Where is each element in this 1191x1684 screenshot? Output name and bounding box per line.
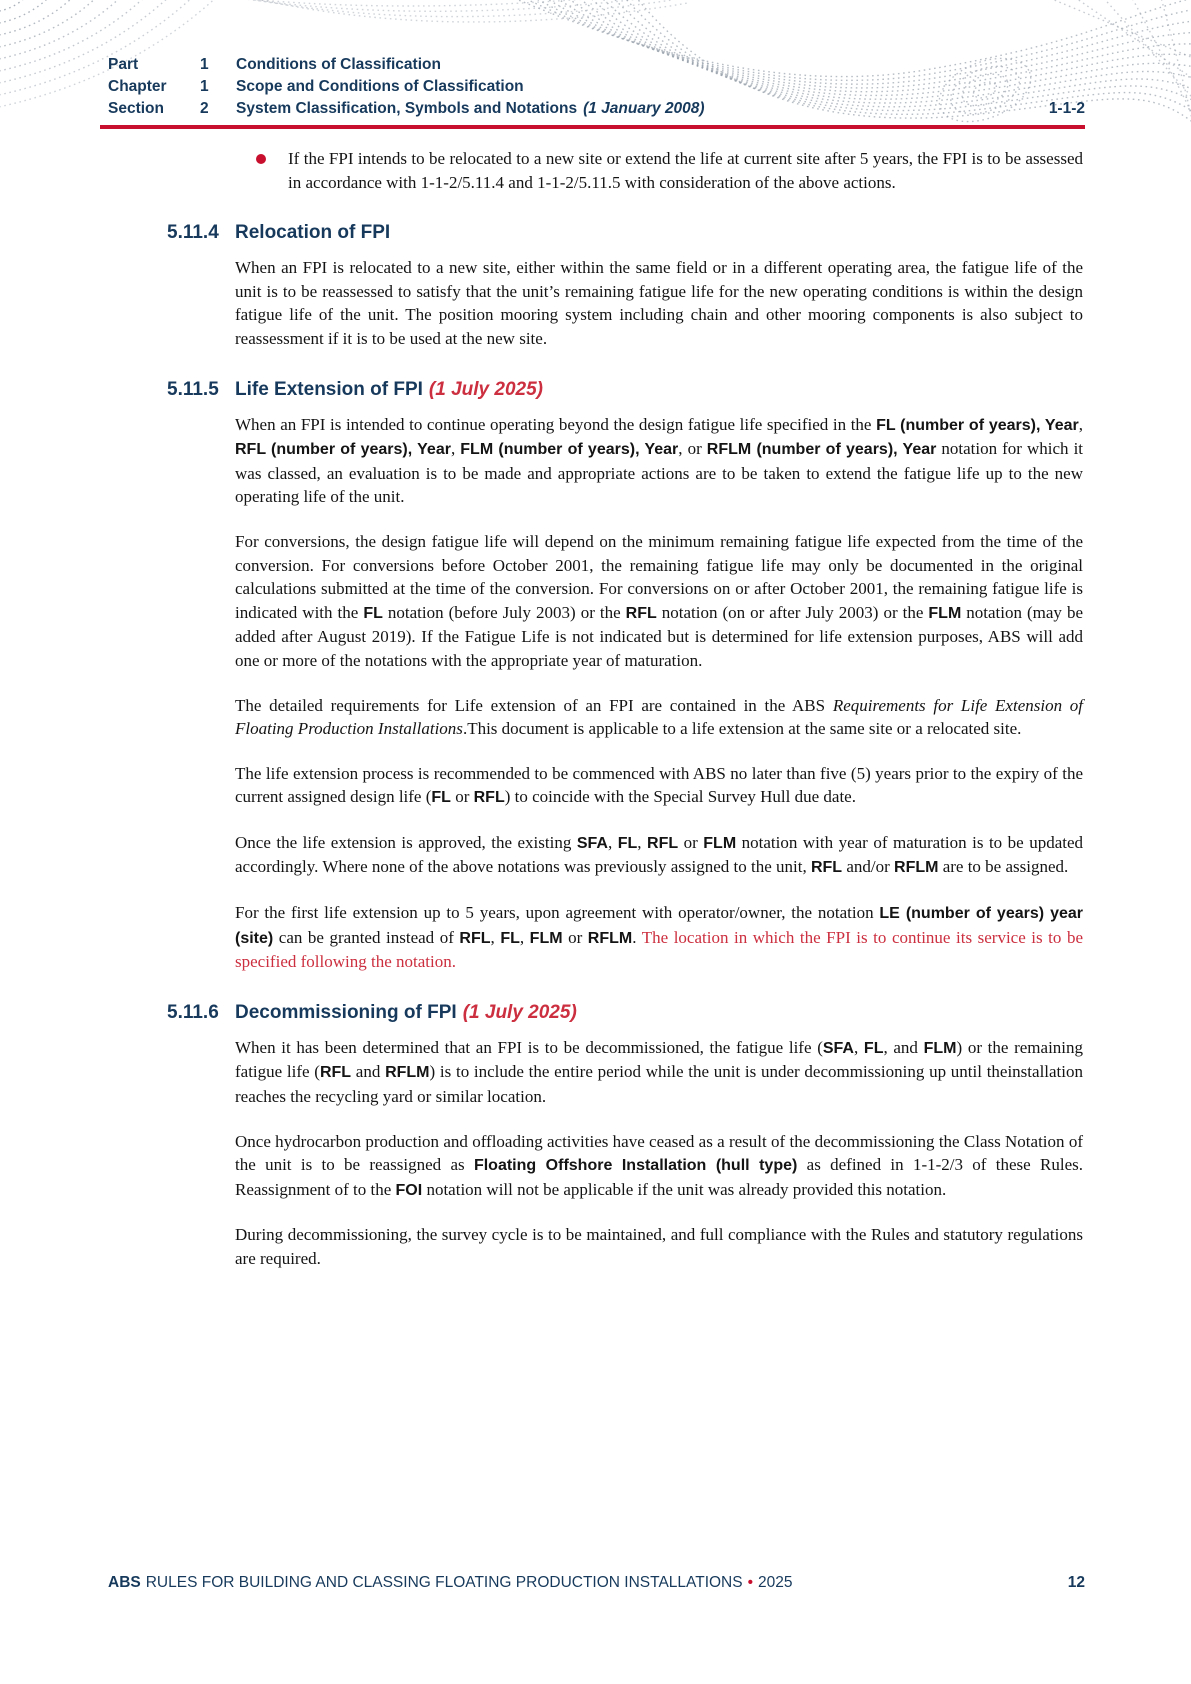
text-run-n: are to be assigned. xyxy=(938,857,1069,877)
text-run-n: , xyxy=(519,927,530,947)
section-date: (1 July 2025) xyxy=(462,1001,577,1023)
text-run-n: notation (may be added after August 2019). If the Fatigue Life is not indicated but is determined for life extension purposes, ABS will add one or more of the notations with the appropriate year of maturation. xyxy=(235,602,1083,670)
footer-separator-icon: • xyxy=(747,1574,754,1591)
section-title: Relocation of FPI xyxy=(235,222,391,244)
paragraph xyxy=(235,762,1083,810)
text-run-n: . xyxy=(632,927,642,947)
text-run-n: , xyxy=(637,832,648,852)
text-run-n: Once the life extension is approved, the existing xyxy=(235,832,577,852)
text-run-n: When an FPI is relocated to a new site, either within the same field or in a different operating area, the fatigue life of the unit is to be reassessed to satisfy that the unit’s remaining fatigue life for the new operating conditions is within the design fatigue life of the unit. The position mooring system including chain and other mooring components is also subject to reassessment if it is to be used at the new site. xyxy=(235,258,1083,348)
text-run-n: and/or xyxy=(842,857,895,877)
text-run-b: RFLM xyxy=(587,929,633,947)
text-run-b: LE (number of years) year (site) xyxy=(235,905,1083,947)
header-row-chapter xyxy=(108,76,1085,98)
section-title-text: System Classification, Symbols and Notations xyxy=(236,100,578,117)
text-run-n: , xyxy=(1078,414,1083,434)
text-run-b: SFA xyxy=(822,1039,854,1057)
paragraph xyxy=(235,901,1083,974)
text-run-n: For conversions, the design fatigue life will depend on the minimum remaining fatigue life expected from the time of the conversion. For conversions before October 2001, the remaining fatigue life may only be documented in the original calculations submitted at the time of the conversion. For conversions on or after October 2001, the remaining fatigue life is indicated with the xyxy=(235,531,1083,622)
text-run-b: FL (number of years), Year xyxy=(876,416,1079,434)
text-run-n: If the FPI intends to be relocated to a new site or extend the life at current site after 5 years, the FPI is to be assessed in accordance with 1-1-2/5.11.4 and 1-1-2/5.11.5 with consideration of the above actions. xyxy=(288,149,1083,192)
text-run-n: For the first life extension up to 5 years, upon agreement with operator/owner, the notation xyxy=(235,903,880,923)
text-run-b: FLM xyxy=(928,604,962,622)
text-run-b: FL xyxy=(500,929,520,947)
content xyxy=(167,147,1084,1292)
text-run-n: , and xyxy=(883,1037,924,1057)
bullet-text xyxy=(288,147,1083,194)
text-run-b: FOI xyxy=(395,1181,423,1199)
text-run-b: RFL xyxy=(319,1064,352,1082)
paragraph xyxy=(235,831,1083,880)
header-page-code: 1-1-2 xyxy=(1048,100,1085,117)
text-run-n: ) to coincide with the Special Survey Hull due date. xyxy=(504,787,856,807)
text-run-n: or xyxy=(450,787,474,807)
page-header xyxy=(108,54,1085,120)
text-run-b: RFLM (number of years), Year xyxy=(706,441,937,459)
text-run-n: , xyxy=(450,439,461,459)
text-run-n: as defined in 1-1-2/3 of these Rules. Reassignment of to the xyxy=(235,1155,1084,1199)
paragraph xyxy=(235,1036,1083,1109)
section-title: Life Extension of FPI xyxy=(235,378,423,400)
chapter-label: Chapter xyxy=(108,78,167,95)
text-run-n: When it has been determined that an FPI is to be decommissioned, the fatigue life ( xyxy=(235,1037,823,1057)
text-run-n: Once hydrocarbon production and offloading activities have ceased as a result of the decommissioning the Class Notation of the unit is to be reassigned as xyxy=(235,1131,1083,1175)
text-run-n: notation with year of maturation is to be updated accordingly. Where none of the above notations was previously assigned to the unit, xyxy=(235,832,1084,877)
text-run-b: FL xyxy=(617,834,638,852)
chapter-number: 1 xyxy=(200,78,209,95)
section-date-suffix: (1 January 2008) xyxy=(583,100,705,117)
section-row-number: 2 xyxy=(200,100,209,117)
text-run-n: During decommissioning, the survey cycle is to be maintained, and full compliance with the Rules and statutory regulations are required. xyxy=(235,1225,1083,1268)
text-run-n: can be granted instead of xyxy=(273,927,460,947)
section-number: 5.11.4 xyxy=(167,222,219,244)
text-run-r: The location in which the FPI is to continue its service is to be specified following the notation. xyxy=(235,927,1083,972)
text-run-b: RFL xyxy=(625,604,657,622)
section-heading xyxy=(167,220,1083,245)
section-row-title xyxy=(236,98,1085,120)
text-run-b: FLM xyxy=(529,929,563,947)
header-row-section xyxy=(108,98,1085,120)
text-run-n: or xyxy=(678,832,704,852)
page-footer xyxy=(108,1574,1085,1592)
text-run-b: FLM xyxy=(703,834,737,852)
text-run-b: RFL xyxy=(473,789,505,807)
text-run-b: Floating Offshore Installation (hull type) xyxy=(473,1157,798,1175)
text-run-n: , or xyxy=(678,439,707,459)
chapter-title: Scope and Conditions of Classification xyxy=(236,78,524,95)
text-run-b: RFLM xyxy=(894,859,939,877)
text-run-n: and xyxy=(351,1062,386,1082)
section-title: Decommissioning of FPI xyxy=(235,1001,457,1023)
text-run-b: FL xyxy=(431,789,451,807)
section-heading xyxy=(167,1000,1083,1025)
text-run-n: .This document is applicable to a life extension at the same site or a relocated site. xyxy=(462,719,1022,739)
text-run-b: RFL xyxy=(810,859,843,877)
text-run-n: , xyxy=(607,832,618,852)
text-run-b: RFL xyxy=(459,929,491,947)
bullet-item xyxy=(235,147,1083,194)
bullet-icon xyxy=(256,154,266,164)
text-run-b: FL xyxy=(363,604,383,622)
text-run-n: , xyxy=(853,1037,864,1057)
footer-year: 2025 xyxy=(758,1574,793,1591)
section-number: 5.11.6 xyxy=(167,1001,219,1023)
text-run-n: or xyxy=(562,927,588,947)
paragraph xyxy=(235,694,1083,741)
text-run-b: FLM (number of years), Year xyxy=(460,441,679,459)
text-run-b: FL xyxy=(863,1039,884,1057)
text-run-b: FLM xyxy=(923,1039,957,1057)
text-run-b: RFL xyxy=(647,834,679,852)
part-title: Conditions of Classification xyxy=(236,56,441,73)
footer-title: RULES FOR BUILDING AND CLASSING FLOATING PRODUCTION INSTALLATIONS xyxy=(145,1574,743,1591)
footer-brand: ABS xyxy=(108,1574,141,1591)
paragraph xyxy=(235,413,1083,509)
text-run-n: notation for which it was classed, an evaluation is to be made and appropriate actions are to be taken to extend the fatigue life up to the new operating life of the unit. xyxy=(235,439,1084,507)
paragraph xyxy=(235,1130,1083,1203)
text-run-i: Requirements for Life Extension of Floating Production Installations xyxy=(235,695,1084,739)
text-run-n: The life extension process is recommended to be commenced with ABS no later than five (5) years prior to the expiry of the current assigned design life ( xyxy=(235,763,1083,807)
text-run-n: ) is to include the entire period while the unit is under decommissioning up until theinstallation reaches the recycling yard or similar location. xyxy=(235,1062,1084,1107)
footer-left xyxy=(108,1574,793,1592)
part-label: Part xyxy=(108,56,139,73)
paragraph xyxy=(235,256,1083,350)
text-run-n: notation will not be applicable if the unit was already provided this notation. xyxy=(422,1179,947,1199)
text-run-n: notation (on or after July 2003) or the xyxy=(656,602,929,622)
text-run-n: , xyxy=(490,927,501,947)
paragraph xyxy=(235,1223,1083,1270)
page-number: 12 xyxy=(1067,1574,1085,1591)
text-run-b: SFA xyxy=(576,834,608,852)
section-date: (1 July 2025) xyxy=(428,378,543,400)
header-rule xyxy=(100,125,1085,129)
section-heading xyxy=(167,377,1083,402)
text-run-b: RFL (number of years), Year xyxy=(235,441,451,459)
text-run-n: notation (before July 2003) or the xyxy=(382,602,626,622)
paragraph xyxy=(235,530,1083,673)
part-number: 1 xyxy=(200,56,209,73)
header-row-part xyxy=(108,54,1085,76)
text-run-n: When an FPI is intended to continue operating beyond the design fatigue life specified in the xyxy=(235,414,877,434)
text-run-b: RFLM xyxy=(385,1064,430,1082)
section-label: Section xyxy=(108,100,164,117)
text-run-n: The detailed requirements for Life extension of an FPI are contained in the ABS xyxy=(235,695,833,715)
sections-container xyxy=(167,220,1084,1270)
section-number: 5.11.5 xyxy=(167,378,219,400)
text-run-n: ) or the remaining fatigue life ( xyxy=(235,1037,1084,1082)
